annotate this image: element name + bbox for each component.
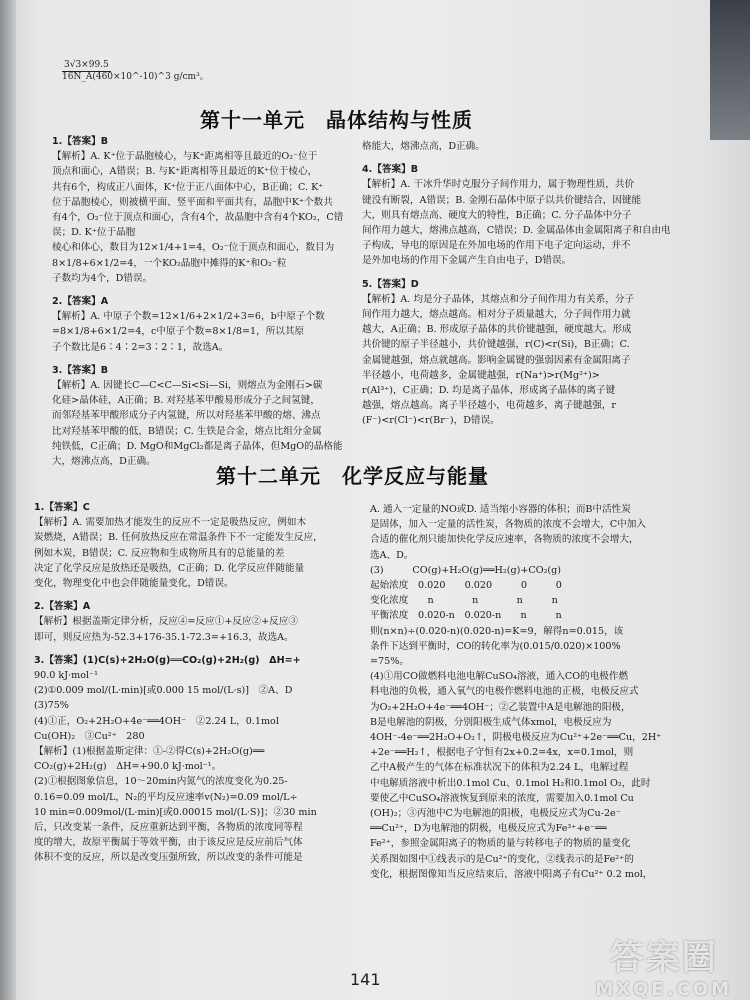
- top-formula: [62, 60, 209, 83]
- text-line: [34, 591, 364, 599]
- text-line: 要使乙中CuSO₄溶液恢复到原来的浓度，需要加入0.1mol Cu: [370, 792, 634, 804]
- background-corner: [710, 0, 750, 140]
- text-line: (4)①正，O₂+2H₂O+4e⁻══4OH⁻ ②2.24 L，0.1mol: [34, 715, 279, 727]
- text-line: 3.【答案】(1)C(s)+2H₂O(g)══CO₂(g)+2H₂(g) ΔH=+: [34, 654, 301, 666]
- text-line: 起始浓度 0.020 0.020 0 0: [370, 580, 562, 592]
- text-line: (F⁻)<r(Cl⁻)<r(Br⁻)，D错误。: [362, 415, 500, 427]
- text-line: 2.【答案】A: [34, 601, 91, 613]
- text-line: 0.16=0.09 mol/L，N₂的平均反应速率v(N₂)=0.09 mol/L÷: [34, 791, 298, 803]
- text-line: 比对羟基苯甲酸的低，B错误；C. 生铁是合金，熔点比组分金属: [52, 425, 322, 437]
- text-line: B是电解池的阴极，分别阳极生成气体xmol，电极反应为: [370, 716, 612, 728]
- unit12-title: 第十二单元 化学反应与能量: [216, 464, 489, 488]
- text-line: Fe²⁺，参照金属阳离子的物质的量与转移电子的物质的量变化: [370, 838, 631, 850]
- text-line: 而邻羟基苯甲酸形成分子内氢键，所以对羟基苯甲酸的熔、沸点: [52, 410, 321, 422]
- text-line: 有4个，O₂⁻位于顶点和面心，含有4个，故晶胞中含有4个KO₂，C错误；D. K⁺位于晶胞: [52, 212, 344, 239]
- unit11-title: 第十一单元 晶体结构与性质: [200, 108, 473, 132]
- text-line: 【解析】根据盖斯定律分析，反应④=反应①+反应②+反应③: [34, 616, 298, 628]
- text-line: 决定了化学反应是放热还是吸热，C正确；D. 化学反应伴随能量: [34, 562, 305, 574]
- text-line: (2)①0.009 mol/(L·min)[或0.000 15 mol/(L·s)] ②A、D: [34, 685, 293, 697]
- text-line: 【解析】A. 干冰升华时克服分子间作用力，属于物理性质，共价: [362, 179, 635, 191]
- text-line: [52, 286, 352, 294]
- watermark-line2: MXQE.COM: [595, 979, 732, 1000]
- watermark-logo: [595, 930, 732, 1000]
- text-line: 格能大，熔沸点高，D正确。: [362, 141, 485, 152]
- text-line: 越大，A正确；B. 形成原子晶体的共价键越强，硬度越大。形成: [362, 324, 632, 336]
- text-line: 4OH⁻-4e⁻══2H₂O+O₂↑，阴极电极反应为Cu²⁺+2e⁻══Cu，2H⁺: [370, 732, 662, 744]
- unit11-left-column: [52, 134, 352, 469]
- text-line: [362, 154, 692, 162]
- text-line: [52, 355, 352, 363]
- text-line: 变化，根据图像知当反应结束后，溶液中阳离子有Cu²⁺ 0.2 mol，: [370, 868, 653, 880]
- watermark-line1: 答案圈: [609, 938, 718, 978]
- text-line: 子个数比是6∶4∶2=3∶2∶1，故选A。: [52, 341, 229, 353]
- text-line: 是外加电场的作用下金属产生自由电子，D错误。: [362, 255, 572, 267]
- text-line: 变化浓度 n n n n: [370, 595, 558, 607]
- text-line: 顶点和面心，A错误；B. 与K⁺距离相等且最近的K⁺位于棱心，: [52, 166, 318, 178]
- text-line: 选A、D。: [370, 549, 414, 561]
- book-spine: [0, 0, 16, 1000]
- text-line: =75%。: [370, 656, 409, 668]
- text-line: (OH)₂；③丙池中C为电解池的阳极，电极反应式为Cu-2e⁻: [370, 808, 621, 820]
- text-line: 键没有断裂，A错误；B. 金刚石晶体中原子以共价键结合，因键能: [362, 194, 642, 206]
- text-line: 8×1/8+6×1/2=4，一个KO₂晶胞中摊得的K⁺和O₂⁻粒: [52, 257, 287, 269]
- text-line: =8×1/8+6×1/2=4，c中原子个数=8×1/8=1，所以其原: [52, 326, 305, 338]
- text-line: Cu(OH)₂ ③Cu²⁺ 280: [34, 730, 145, 742]
- text-line: 【解析】(1)根据盖斯定律：①-②得C(s)+2H₂O(g)══: [34, 746, 265, 758]
- text-line: 90.0 kJ·mol⁻¹: [34, 670, 98, 682]
- text-line: +2e⁻══H₂↑，根据电子守恒有2x+0.2=4x，x=0.1mol，则: [370, 747, 634, 759]
- text-line: 是固体，加入一定量的活性炭，各物质的浓度不会增大，C中加入: [370, 519, 646, 531]
- text-line: 共有6个，构成正八面体，K⁺位于正八面体中心，B正确；C. K⁺: [52, 181, 324, 193]
- text-line: 大，则具有熔点高、硬度大的特性，B正确；C. 分子晶体中分子: [362, 209, 632, 221]
- text-line: 子构成，导电的原因是在外加电场的作用下电子定向运动，并不: [362, 240, 631, 252]
- text-line: 5.【答案】D: [362, 278, 419, 290]
- text-line: 平衡浓度 0.020-n 0.020-n n n: [370, 610, 562, 622]
- text-line: 【解析】A. 均是分子晶体，其熔点和分子间作用力有关系，分子: [362, 293, 635, 305]
- text-line: 共价键的原子半径越小，共价键越强，r(C)<r(Si)，B正确；C.: [362, 339, 630, 351]
- text-line: 为O₂+2H₂O+4e⁻══4OH⁻；②乙装置中A是电解池的阳极，: [370, 701, 631, 713]
- text-line: 2.【答案】A: [52, 296, 109, 308]
- text-line: 化硅>晶体硅，A正确；B. 对羟基苯甲酸易形成分子之间氢键，: [52, 395, 320, 407]
- text-line: [362, 269, 692, 277]
- text-line: 半径越小，电荷越多，金属键越强，r(Na⁺)>r(Mg²⁺)>: [362, 369, 600, 381]
- text-line: 1.【答案】C: [34, 502, 90, 513]
- text-line: 位于晶胞棱心，则被横平面、竖平面和平面共有，晶胞中K⁺个数共: [52, 196, 333, 208]
- text-line: A. 通入一定量的NO或D. 适当缩小容器的体积；而B中活性炭: [370, 504, 631, 515]
- text-line: r(Al³⁺)，C正确；D. 均是离子晶体，形成离子晶体的离子键: [362, 385, 616, 397]
- text-line: 子数均为4个，D错误。: [52, 272, 153, 284]
- text-line: 【解析】A. 因键长C—C<C—Si<Si—Si，则熔点为金刚石>碳: [52, 380, 323, 392]
- formula-unit: g/cm³。: [173, 72, 209, 82]
- page-number: 141: [350, 970, 381, 989]
- formula-numerator: 3√3×99.5: [64, 60, 109, 70]
- text-line: 例如木炭，B错误；C. 反应物和生成物所具有的总能量的差: [34, 547, 285, 559]
- text-line: 变化，物理变化中也会伴随能量变化，D错误。: [34, 578, 234, 590]
- text-line: CO₂(g)+2H₂(g) ΔH=+90.0 kJ·mol⁻¹。: [34, 761, 222, 773]
- text-line: (3) CO(g)+H₂O(g)══H₂(g)+CO₂(g): [370, 564, 562, 576]
- unit11-right-column: [362, 139, 692, 429]
- text-line: [34, 645, 364, 653]
- text-line: 炭燃烧，A错误；B. 任何放热反应在常温条件下不一定能发生反应，: [34, 532, 323, 544]
- text-line: 后，只改变某一条件，反应重新达到平衡，各物质的浓度同等程: [34, 822, 303, 834]
- text-line: 越强，熔点越高。离子半径越小，电荷越多，离子键越强，r: [362, 400, 617, 412]
- formula-denominator: 16N_A(460×10^-10)^3: [62, 72, 171, 82]
- text-line: 合适的催化剂只能加快化学反应速率，各物质的浓度不会增大，: [370, 534, 639, 546]
- unit12-left-column: [34, 500, 364, 866]
- text-line: 1.【答案】B: [52, 136, 109, 147]
- text-line: 棱心和体心，数目为12×1/4+1=4，O₂⁻位于顶点和面心，数目为: [52, 242, 335, 254]
- text-line: 3.【答案】B: [52, 364, 109, 376]
- text-line: 金属键越强，熔点就越高。影响金属键的强弱因素有金属阳离子: [362, 354, 631, 366]
- text-line: 条件下达到平衡时，CO的转化率为(0.015/0.020)×100%: [370, 640, 621, 652]
- text-line: 【解析】A. 中原子个数=12×1/6+2×1/2+3=6，b中原子个数: [52, 311, 325, 323]
- text-line: 料电池的负极，通入氧气的电极作燃料电池的正极，电极反应式: [370, 686, 639, 698]
- text-line: 乙中A极产生的气体在标准状况下的体积为2.24 L，电解过程: [370, 762, 629, 774]
- text-line: 则(n×n)÷(0.020-n)(0.020-n)=K=9，解得n=0.015，该: [370, 625, 624, 637]
- text-line: 10 min=0.009mol/(L·min)[或0.00015 mol/(L·S)]；②30 min: [34, 806, 317, 818]
- text-line: 即可，则反应热为-52.3+176-35.1-72.3=+16.3，故选A。: [34, 631, 294, 643]
- text-line: 4.【答案】B: [362, 164, 419, 176]
- text-line: 间作用力越大，熔沸点越高，C错误；D. 金属晶体由金属阳离子和自由电: [362, 225, 671, 237]
- text-line: 体积不变的反应，所以是改变压强所致，所以改变的条件可能是: [34, 852, 303, 864]
- text-line: 间作用力越大，熔点越高。相对分子质量越大，分子间作用力就: [362, 309, 631, 321]
- text-line: 【解析】A. K⁺位于晶胞棱心，与K⁺距离相等且最近的O₂⁻位于: [52, 151, 318, 163]
- text-line: (2)①根据图象信息，10～20min内氮气的浓度变化为0.25-: [34, 776, 288, 788]
- text-line: (4)①用CO做燃料电池电解CuSO₄溶液，通入CO的电极作燃: [370, 671, 629, 683]
- text-line: ══Cu²⁺，D为电解池的阴极，电极反应式为Fe³⁺+e⁻══: [370, 823, 607, 835]
- text-line: 关系图如图中①线表示的是Cu²⁺的变化，②线表示的是Fe²⁺的: [370, 853, 634, 865]
- text-line: (3)75%: [34, 700, 69, 712]
- unit12-right-column: [370, 502, 710, 882]
- text-line: 度的增大，故原平衡属于等效平衡，由于该反应是反应前后气体: [34, 837, 303, 849]
- text-line: 【解析】A. 需要加热才能发生的反应不一定是吸热反应，例如木: [34, 517, 307, 529]
- text-line: 纯铁低，C正确；D. MgO和MgCl₂都是离子晶体，但MgO的晶格能大，熔沸点高，D正确。: [52, 440, 343, 468]
- text-line: 中电解质溶液中析出0.1mol Cu、0.1mol H₂和0.1mol O₂，此时: [370, 777, 651, 789]
